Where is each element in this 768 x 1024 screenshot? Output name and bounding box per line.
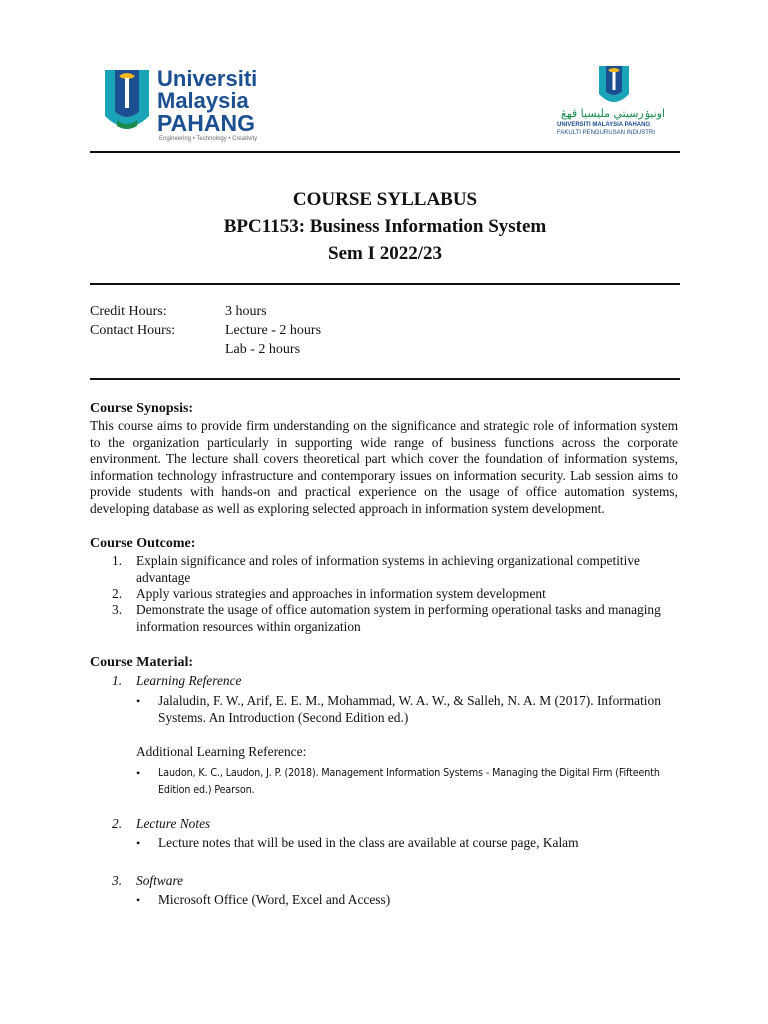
logo-arabic-text: اونيۏرسيتي مليسيا ڤهڠ	[560, 107, 666, 120]
credit-hours-label: Credit Hours:	[90, 304, 167, 319]
faculty-logo-right	[553, 64, 678, 144]
additional-reference-label: Additional Learning Reference:	[136, 744, 307, 759]
contact-hours-label: Contact Hours:	[90, 323, 176, 338]
outcome-number: 2.	[112, 586, 123, 601]
lecture-notes-text: Lecture notes that will be used in the class are available at course page, Kalam	[158, 835, 579, 850]
material-heading: Course Material:	[90, 655, 194, 670]
ump-shield-icon	[101, 66, 153, 136]
course-title: BPC1153: Business Information System	[223, 216, 547, 237]
outcome-text: Apply various strategies and approaches in information system development	[136, 586, 546, 601]
bullet-icon: •	[136, 836, 141, 850]
subheading-label: Lecture Notes	[136, 816, 211, 831]
document-title: COURSE SYLLABUS	[292, 189, 478, 210]
outcome-item	[112, 586, 678, 603]
ump-crest-icon	[597, 64, 631, 106]
logo-tagline: Engineering • Technology • Creativity	[159, 136, 258, 142]
ump-logo-left	[101, 64, 261, 144]
subheading-number: 3.	[112, 873, 123, 888]
outcome-number: 3.	[112, 602, 123, 617]
software-text: Microsoft Office (Word, Excel and Access)	[158, 892, 391, 907]
logo-text-universiti: Universiti	[157, 66, 258, 91]
subheading-label: Learning Reference	[136, 673, 242, 688]
contact-hours-lecture: Lecture - 2 hours	[225, 323, 322, 338]
reference-text: Jalaludin, F. W., Arif, E. E. M., Mohammad, W. A. W., & Salleh, N. A. M (2017). Information Systems. An Introduction (Second Edition ed.)	[158, 693, 661, 725]
bullet-icon: •	[136, 694, 141, 708]
synopsis-heading: Course Synopsis:	[90, 401, 194, 416]
logo-text-malaysia: Malaysia	[157, 88, 249, 113]
contact-hours-lab: Lab - 2 hours	[225, 342, 301, 357]
logo-faculty-text: FAKULTI PENGURUSAN INDUSTRI	[557, 130, 655, 136]
outcome-item	[112, 553, 678, 587]
outcome-number: 1.	[112, 553, 123, 568]
outcome-heading: Course Outcome:	[90, 536, 196, 551]
title-divider	[90, 283, 680, 285]
semester-title: Sem I 2022/23	[328, 243, 442, 264]
header-divider	[90, 151, 680, 153]
subheading-label: Software	[136, 873, 184, 888]
logo-text-pahang: PAHANG	[157, 110, 255, 136]
synopsis-text: This course aims to provide firm understanding on the significance and strategic role of information system to the organization particularly in supporting wide range of business functions across the corporate environment. The lecture shall covers theoretical part which cover the foundation of information systems, information technology infrastructure and contemporary issues on information security. Lab session aims to provide students with hands-on and practical experience on the usage of office automation systems, developing database as well as exploring selected approach in information system development.	[90, 418, 678, 516]
logo-university-text: UNIVERSITI MALAYSIA PAHANG	[557, 122, 651, 128]
subheading-number: 1.	[112, 673, 123, 688]
bullet-icon: •	[136, 766, 141, 780]
outcome-item	[112, 602, 678, 636]
additional-reference-text: Laudon, K. C., Laudon, J. P. (2018). Management Information Systems - Managing the Digital Firm (Fifteenth Edition ed.) Pearson.	[158, 767, 660, 796]
bullet-icon: •	[136, 893, 141, 907]
outcome-text: Explain significance and roles of information systems in achieving organizational competitive advantage	[136, 553, 640, 585]
outcome-text: Demonstrate the usage of office automation system in performing operational tasks and managing information resources within organization	[136, 602, 661, 634]
hours-divider	[90, 378, 680, 380]
credit-hours-value: 3 hours	[225, 304, 267, 319]
subheading-number: 2.	[112, 816, 123, 831]
